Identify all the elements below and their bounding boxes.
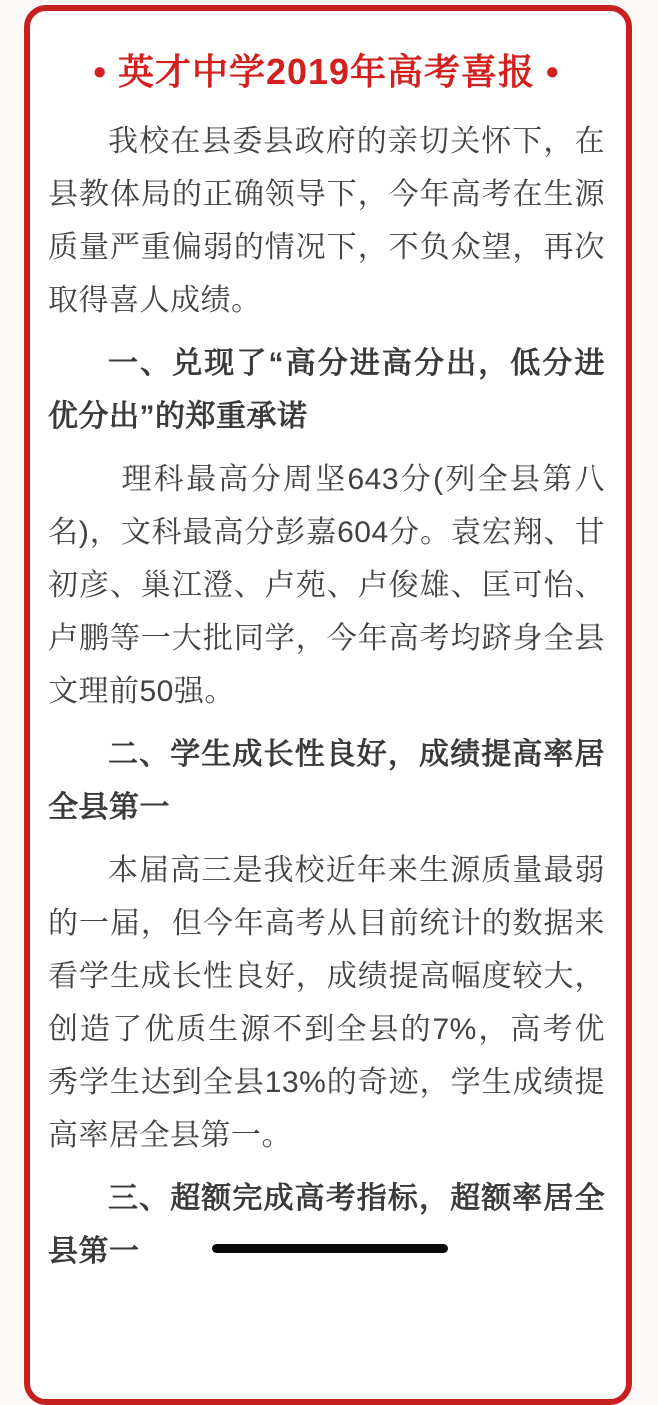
section-heading-2: 二、学生成长性良好，成绩提高率居全县第一	[48, 738, 605, 824]
section-1-paragraph: 理科最高分周坚643分(列全县第八名)，文科最高分彭嘉604分。袁宏翔、甘初彦、巢江澄、卢苑、卢俊雄、匡可怡、卢鹏等一大批同学，今年高考均跻身全县文理前50强。	[48, 463, 605, 708]
section-heading-3: 三、超额完成高考指标，超额率居全县第一	[48, 1182, 605, 1268]
section-2-paragraph: 本届高三是我校近年来生源质量最弱的一届，但今年高考从目前统计的数据来看学生成长性良好，成绩提高幅度较大，创造了优质生源不到全县的7%，高考优秀学生达到全县13%的奇迹，学生成绩提高率居全县第一。	[48, 854, 605, 1152]
home-indicator-bar	[212, 1244, 448, 1253]
intro-paragraph: 我校在县委县政府的亲切关怀下，在县教体局的正确领导下，今年高考在生源质量严重偏弱的情况下，不负众望，再次取得喜人成绩。	[48, 125, 605, 317]
page-title: • 英才中学2019年高考喜报 •	[93, 51, 560, 92]
announcement-card[interactable]	[24, 5, 632, 1405]
announcement-body	[30, 47, 626, 1278]
section-heading-1: 一、兑现了“高分进高分出，低分进优分出”的郑重承诺	[48, 347, 605, 433]
